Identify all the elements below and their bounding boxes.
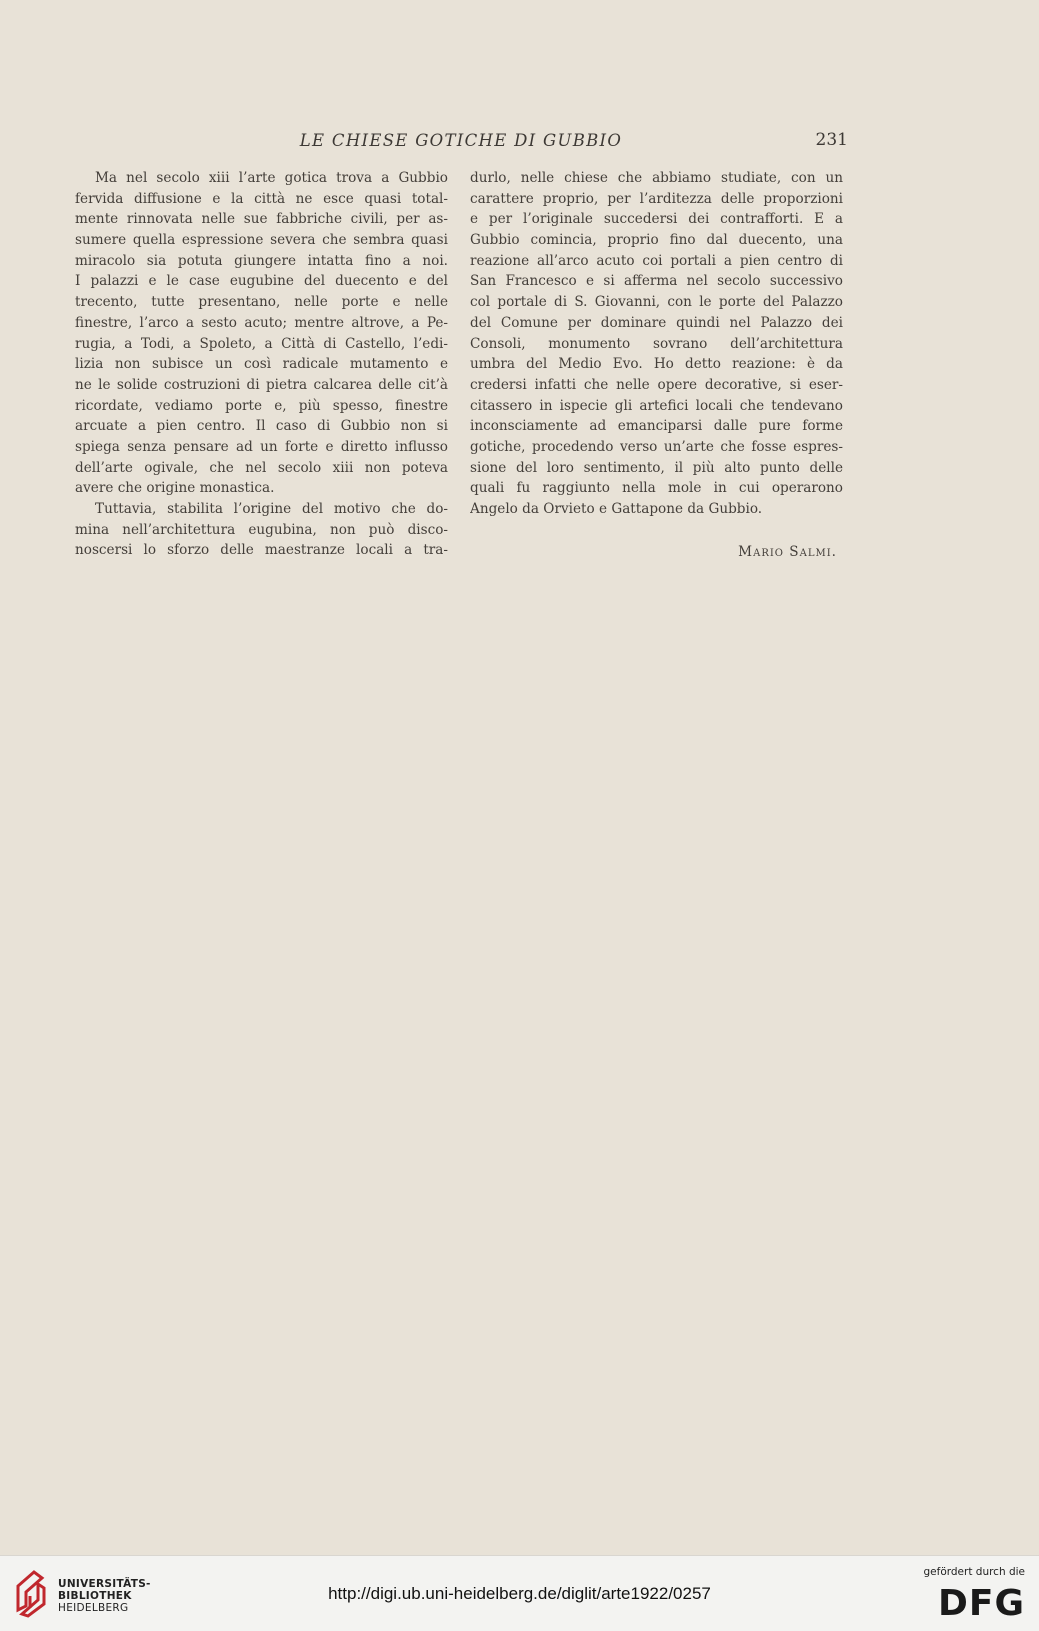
text-line: lizia non subisce un così radicale mutamento e: [75, 356, 448, 373]
text-line: sione del loro sentimento, il più alto punto delle: [470, 459, 843, 476]
text-line: Angelo da Orvieto e Gattapone da Gubbio.: [470, 501, 763, 517]
text-line: e per l’originale succedersi dei contrafforti. E a: [470, 211, 843, 228]
text-line: inconsciamente ad emanciparsi dalle pure forme: [470, 418, 843, 435]
text-line: umbra del Medio Evo. Ho detto reazione: è da: [470, 356, 843, 373]
text-line: fervida diffusione e la città ne esce quasi total-: [75, 190, 448, 207]
text-line: ne le solide costruzioni di pietra calcarea delle cit’à: [75, 376, 448, 393]
text-line: ricordate, vediamo porte e, più spesso, finestre: [75, 397, 448, 414]
text-line: carattere proprio, per l’arditezza delle proporzioni: [470, 190, 843, 207]
funder-label: gefördert durch die: [923, 1566, 1025, 1578]
text-line: citassero in ispecie gli artefici locali che tendevano: [470, 397, 843, 414]
permalink-url[interactable]: http://digi.ub.uni-heidelberg.de/diglit/arte1922/0257: [328, 1584, 711, 1603]
text-line: avere che origine monastica.: [75, 480, 275, 497]
text-line: mina nell’architettura eugubina, non può disco-: [75, 521, 448, 538]
text-line: I palazzi e le case eugubine del duecento e del: [75, 273, 448, 290]
text-line: col portale di S. Giovanni, con le porte del Palazzo: [470, 294, 843, 311]
running-title: LE CHIESE GOTICHE DI GUBBIO: [299, 131, 623, 150]
library-name-line: BIBLIOTHEK: [58, 1590, 132, 1602]
left-column: [75, 168, 448, 561]
text-line: credersi infatti che nelle opere decorative, si eser-: [470, 376, 843, 393]
page-header: [74, 131, 848, 155]
text-line: durlo, nelle chiese che abbiamo studiate, con un: [470, 170, 843, 186]
text-line: San Francesco e si afferma nel secolo successivo: [470, 273, 843, 290]
text-line: Consoli, monumento sovrano dell’architettura: [470, 335, 843, 352]
text-line: rugia, a Todi, a Spoleto, a Città di Castello, l’edi-: [75, 335, 448, 352]
text-line: sumere quella espressione severa che sembra quasi: [75, 232, 448, 249]
right-column: [470, 168, 843, 562]
text-line: noscersi lo sforzo delle maestranze locali a tra-: [75, 542, 448, 559]
library-name-line: HEIDELBERG: [58, 1602, 129, 1614]
digitization-footer: [0, 1555, 1039, 1631]
text-line: trecento, tutte presentano, nelle porte e nelle: [75, 294, 448, 311]
text-line: reazione all’arco acuto coi portali a pien centro di: [470, 252, 843, 269]
dfg-logo: DFG: [937, 1583, 1025, 1624]
text-line: Gubbio comincia, proprio fino dal duecento, una: [470, 232, 843, 249]
text-line: mente rinnovata nelle sue fabbriche civili, per as-: [75, 211, 448, 228]
author-signature: Mario Salmi.: [738, 543, 837, 560]
text-line: finestre, l’arco a sesto acuto; mentre altrove, a Pe-: [75, 314, 448, 331]
text-line: gotiche, procedendo verso un’arte che fosse espres-: [470, 438, 843, 455]
library-name-line: UNIVERSITÄTS-: [58, 1578, 151, 1590]
text-line: quali fu raggiunto nella mole in cui operarono: [470, 480, 843, 497]
text-line: miracolo sia potuta giungere intatta fino a noi.: [75, 252, 448, 269]
text-line: spiega senza pensare ad un forte e diretto influsso: [75, 438, 448, 455]
text-line: Tuttavia, stabilita l’origine del motivo che do-: [95, 501, 448, 517]
text-line: dell’arte ogivale, che nel secolo xiii non poteva: [75, 459, 448, 476]
text-line: del Comune per dominare quindi nel Palazzo dei: [470, 314, 843, 331]
text-line: arcuate a pien centro. Il caso di Gubbio non si: [75, 418, 448, 435]
text-line: Ma nel secolo xiii l’arte gotica trova a Gubbio: [95, 170, 448, 186]
page-number: 231: [815, 130, 848, 150]
